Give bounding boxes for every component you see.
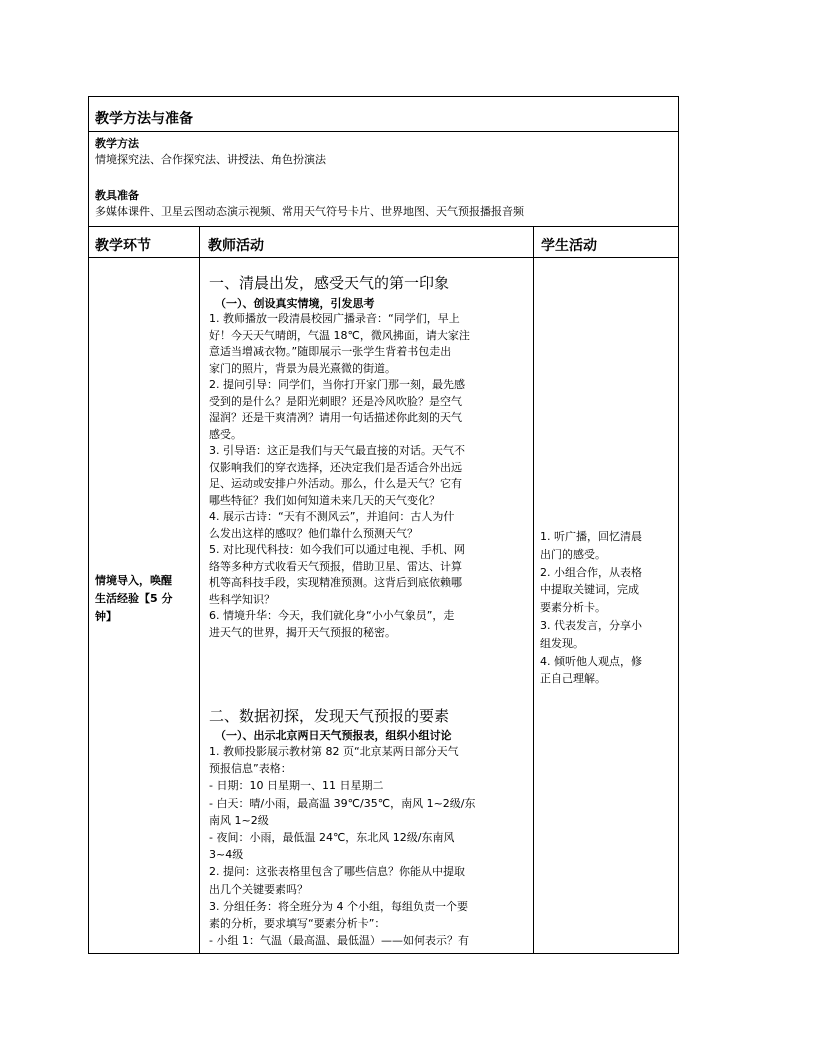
teacher-text-line: 3. 分组任务：将全班分为 4 个小组，每组负责一个要 [209, 899, 468, 913]
student-text-line: 正自己理解。 [540, 672, 606, 686]
student-text-line: 4. 倾听他人观点，修 [540, 654, 642, 668]
teacher-text-line: 哪些特征？我们如何知道未来几天的天气变化？ [209, 493, 440, 507]
teacher-text-line: - 小组 1：气温（最高温、最低温）——如何表示？有 [209, 934, 469, 948]
teacher-text-line: 足、运动或安排户外活动。那么，什么是天气？它有 [209, 477, 462, 490]
teacher-text-line: 机等高科技手段，实现精准预测。这背后到底依赖哪 [209, 576, 462, 589]
table-border-left [88, 96, 89, 954]
teacher-text-line: 1. 教师播放一段清晨校园广播录音：“同学们，早上 [209, 312, 460, 325]
teacher-text-line: 受到的是什么？是阳光刺眼？还是冷风吹脸？是空气 [209, 394, 462, 408]
table-border-bottom [88, 953, 679, 954]
stage-line: 钟】 [95, 610, 117, 623]
teacher-text-line: 3~4级 [209, 848, 244, 862]
table-border-top [88, 96, 679, 97]
tools-text: 多媒体课件、卫星云图动态演示视频、常用天气符号卡片、世界地图、天气预报播报音频 [95, 205, 524, 218]
methods-text: 情境探究法、合作探究法、讲授法、角色扮演法 [95, 153, 326, 166]
teacher-section2-body [209, 743, 476, 949]
teacher-text-line: 6. 情境升华：今天，我们就化身“小小气象员”，走 [209, 609, 455, 622]
student-text-line: 组发现。 [540, 636, 584, 650]
stage-line: 情境导入，唤醒 [95, 574, 172, 587]
teacher-section1-subtitle: （一）、创设真实情境，引发思考 [215, 297, 375, 310]
teacher-text-line: 南风 1~2级 [209, 813, 269, 827]
student-text-line: 要素分析卡。 [540, 601, 606, 615]
stage-cell [95, 572, 172, 626]
teacher-section2-subtitle: （一）、出示北京两日天气预报表，组织小组讨论 [215, 729, 452, 742]
teacher-text-line: 仅影响我们的穿衣选择，还决定我们是否适合外出远 [209, 460, 462, 474]
header-bottom-divider [88, 257, 679, 258]
teacher-text-line: 些科学知识？ [209, 592, 275, 606]
teacher-text-line: 4. 展示古诗：“天有不测风云”，并追问：古人为什 [209, 510, 455, 523]
teacher-text-line: 出几个关键要素吗？ [209, 882, 308, 896]
student-text-line: 1. 听广播，回忆清晨 [540, 530, 642, 543]
table-border-right [678, 96, 679, 954]
methods-heading: 教学方法 [95, 137, 139, 150]
teacher-text-line: 1. 教师投影展示教材第 82 页“北京某两日部分天气 [209, 745, 459, 758]
header-top-divider [88, 226, 679, 227]
teacher-text-line: 5. 对比现代科技：如今我们可以通过电视、手机、网 [209, 543, 465, 556]
teacher-text-line: 3. 引导语：这正是我们与天气最直接的对话。天气不 [209, 444, 465, 457]
teacher-text-line: - 日期：10 日星期一、11 日星期二 [209, 779, 384, 793]
header-student: 学生活动 [541, 238, 597, 254]
teacher-text-line: - 白天：晴/小雨，最高温 39℃/35℃，南风 1~2级/东 [209, 796, 476, 810]
teacher-text-line: 进天气的世界，揭开天气预报的秘密。 [209, 625, 396, 639]
header-teacher: 教师活动 [208, 238, 264, 254]
teacher-text-line: 素的分析，要求填写“要素分析卡”： [209, 917, 386, 931]
student-text-line: 出门的感受。 [540, 547, 606, 561]
header-stage: 教学环节 [95, 238, 151, 254]
teacher-text-line: 意适当增减衣物。”随即展示一张学生背着书包走出 [209, 345, 452, 358]
lesson-plan-table [88, 96, 679, 954]
student-text-line: 2. 小组合作，从表格 [540, 565, 642, 579]
title-divider [88, 131, 679, 132]
section-title: 教学方法与准备 [95, 111, 193, 127]
teacher-text-line: 么发出这样的感叹？他们靠什么预测天气？ [209, 526, 418, 540]
student-text-line: 中提取关键词，完成 [540, 583, 639, 597]
teacher-section2-title: 二、数据初探，发现天气预报的要素 [209, 707, 450, 725]
teacher-text-line: 好！今天天气晴朗，气温 18℃，微风拂面，请大家注 [209, 328, 470, 342]
teacher-section1-body [209, 311, 470, 641]
teacher-text-line: 2. 提问引导：同学们，当你打开家门那一刻，最先感 [209, 378, 465, 391]
teacher-text-line: 2. 提问：这张表格里包含了哪些信息？你能从中提取 [209, 865, 465, 879]
teacher-text-line: 预报信息”表格： [209, 762, 292, 776]
teacher-text-line: - 夜间：小雨，最低温 24℃，东北风 12级/东南风 [209, 831, 455, 845]
student-text-line: 3. 代表发言，分享小 [540, 618, 642, 632]
teacher-section1-title: 一、清晨出发，感受天气的第一印象 [209, 274, 450, 292]
column-divider-1 [199, 226, 200, 954]
stage-line: 生活经验【5 分 [95, 592, 173, 605]
column-divider-2 [533, 226, 534, 954]
student-activities [540, 528, 642, 688]
teacher-text-line: 感受。 [209, 427, 242, 441]
teacher-text-line: 络等多种方式收看天气预报，借助卫星、雷达、计算 [209, 559, 462, 573]
teacher-text-line: 家门的照片，背景为晨光熹微的街道。 [209, 361, 396, 375]
tools-heading: 教具准备 [95, 189, 139, 202]
teacher-text-line: 湿润？还是干爽清冽？请用一句话描述你此刻的天气 [209, 411, 462, 424]
